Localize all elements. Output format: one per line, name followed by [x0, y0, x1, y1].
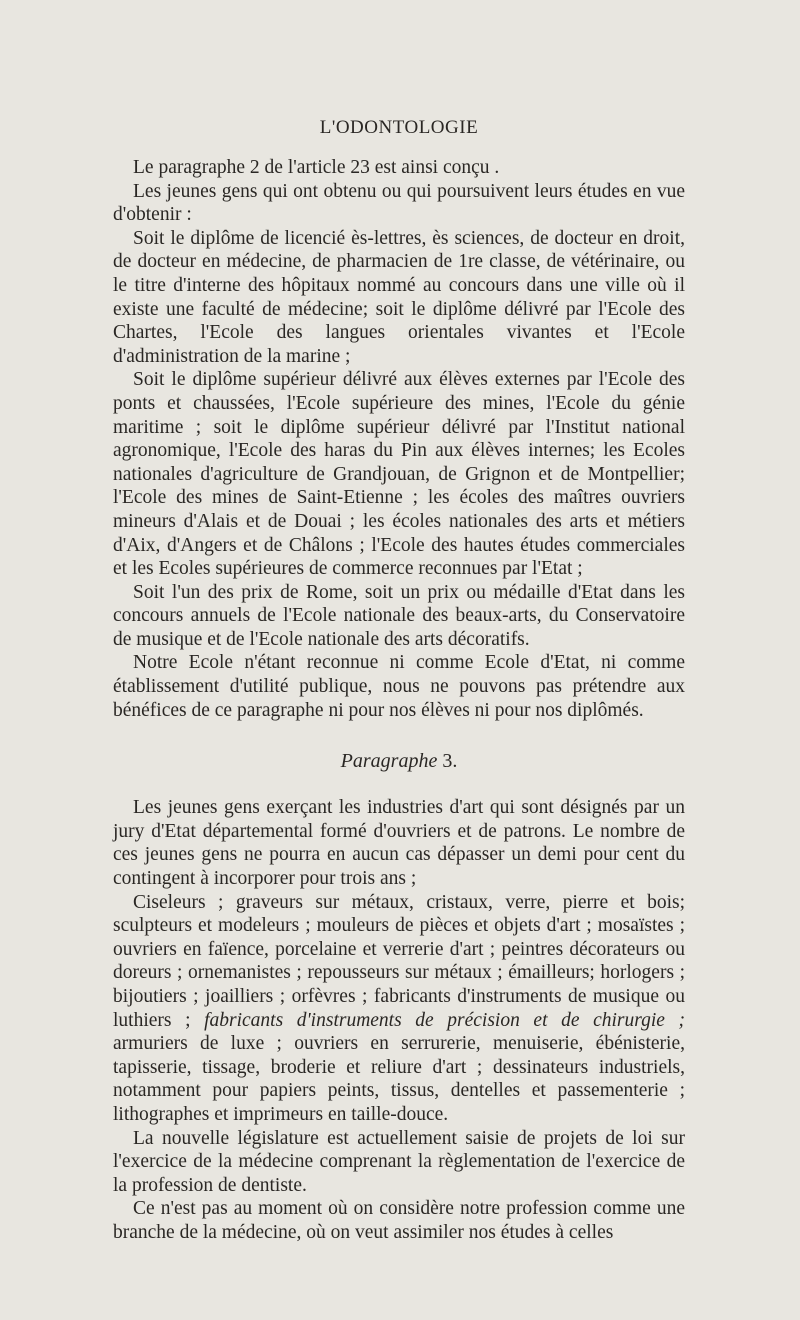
- paragraph: Ce n'est pas au moment où on considère notre profession comme une branche de la médecine, où on veut assimiler nos études à celles: [113, 1198, 685, 1243]
- section-heading-word: Paragraphe: [340, 750, 438, 773]
- section-heading: [113, 750, 685, 773]
- paragraph: La nouvelle législature est actuellement saisie de projets de loi sur l'exercice de la médecine comprenant la règlementation de l'exercice de la profession de dentiste.: [113, 1127, 685, 1196]
- text-block-paragraph-3: [113, 796, 685, 1244]
- paragraph: Notre Ecole n'étant reconnue ni comme Ecole d'Etat, ni comme établissement d'utilité publique, nous ne pouvons pas prétendre aux bénéfices de ce paragraphe ni pour nos élèves ni pour nos diplômés.: [113, 652, 685, 721]
- paragraph-list-of-trades: [113, 891, 685, 1127]
- italic-text-run: fabricants d'instruments de précision et de chirurgie ;: [204, 1009, 685, 1031]
- text-block-paragraph-2: [113, 156, 685, 722]
- running-head: L'ODONTOLOGIE: [319, 117, 479, 138]
- section-heading-number: 3.: [442, 750, 458, 773]
- paragraph: Les jeunes gens qui ont obtenu ou qui poursuivent leurs études en vue d'obtenir :: [113, 180, 685, 226]
- paragraph: Soit le diplôme supérieur délivré aux élèves externes par l'Ecole des ponts et chaussées, l'Ecole supérieure des mines, l'Ecole du génie maritime ; soit le diplôme supérieur délivré par l'Institut national agronomique, l'Ecole des haras du Pin aux élèves internes; les Ecoles nationales d'agriculture de Grandjouan, de Grignon et de Montpellier; l'Ecole des mines de Saint-Etienne ; les écoles des maîtres ouvriers mineurs d'Alais et de Douai ; les écoles nationales des arts et métiers d'Aix, d'Angers et de Châlons ; l'Ecole des hautes études commerciales et les Ecoles supérieures de commerce reconnues par l'Etat ;: [113, 369, 685, 580]
- paragraph: Soit le diplôme de licencié ès-lettres, ès sciences, de docteur en droit, de docteur en médecine, de pharmacien de 1re classe, de vétérinaire, ou le titre d'interne des hôpitaux nommé au concours dans une ville où il existe une faculté de médecine; soit le diplôme délivré par l'Ecole des Chartes, l'Ecole des langues orientales vivantes et l'Ecole d'administration de la marine ;: [113, 227, 685, 367]
- paragraph: Le paragraphe 2 de l'article 23 est ainsi conçu .: [133, 157, 500, 178]
- paragraph: Les jeunes gens exerçant les industries d'art qui sont désignés par un jury d'Etat départemental formé d'ouvriers et de patrons. Le nombre de ces jeunes gens ne pourra en aucun cas dépasser un demi pour cent du contingent à incorporer pour trois ans ;: [113, 797, 685, 890]
- paragraph: Soit l'un des prix de Rome, soit un prix ou médaille d'Etat dans les concours annuels de l'Ecole nationale des beaux-arts, du Conservatoire de musique et de l'Ecole nationale des arts décoratifs.: [113, 581, 685, 650]
- text-run: armuriers de luxe ; ouvriers en serrurerie, menuiserie, ébénisterie, tapisserie, tissage, broderie et reliure d'art ; dessinateurs industriels, notamment pour papiers peints, tissus, dentelles et passementerie ; lithographes et imprimeurs en taille-douce.: [113, 1033, 685, 1125]
- text-run: Ciseleurs ; graveurs sur métaux, cristaux, verre, pierre et bois; sculpteurs et modeleurs ; mouleurs de pièces et objets d'art ; mosaïstes ; ouvriers en faïence, porcelaine et verrerie d'art ; peintres décorateurs ou doreurs ; ornemanistes ; repousseurs sur métaux ; émailleurs; horlogers ; bijoutiers ; joailliers ; orfèvres ; fabricants d'instruments de musique ou luthiers ;: [113, 891, 685, 1031]
